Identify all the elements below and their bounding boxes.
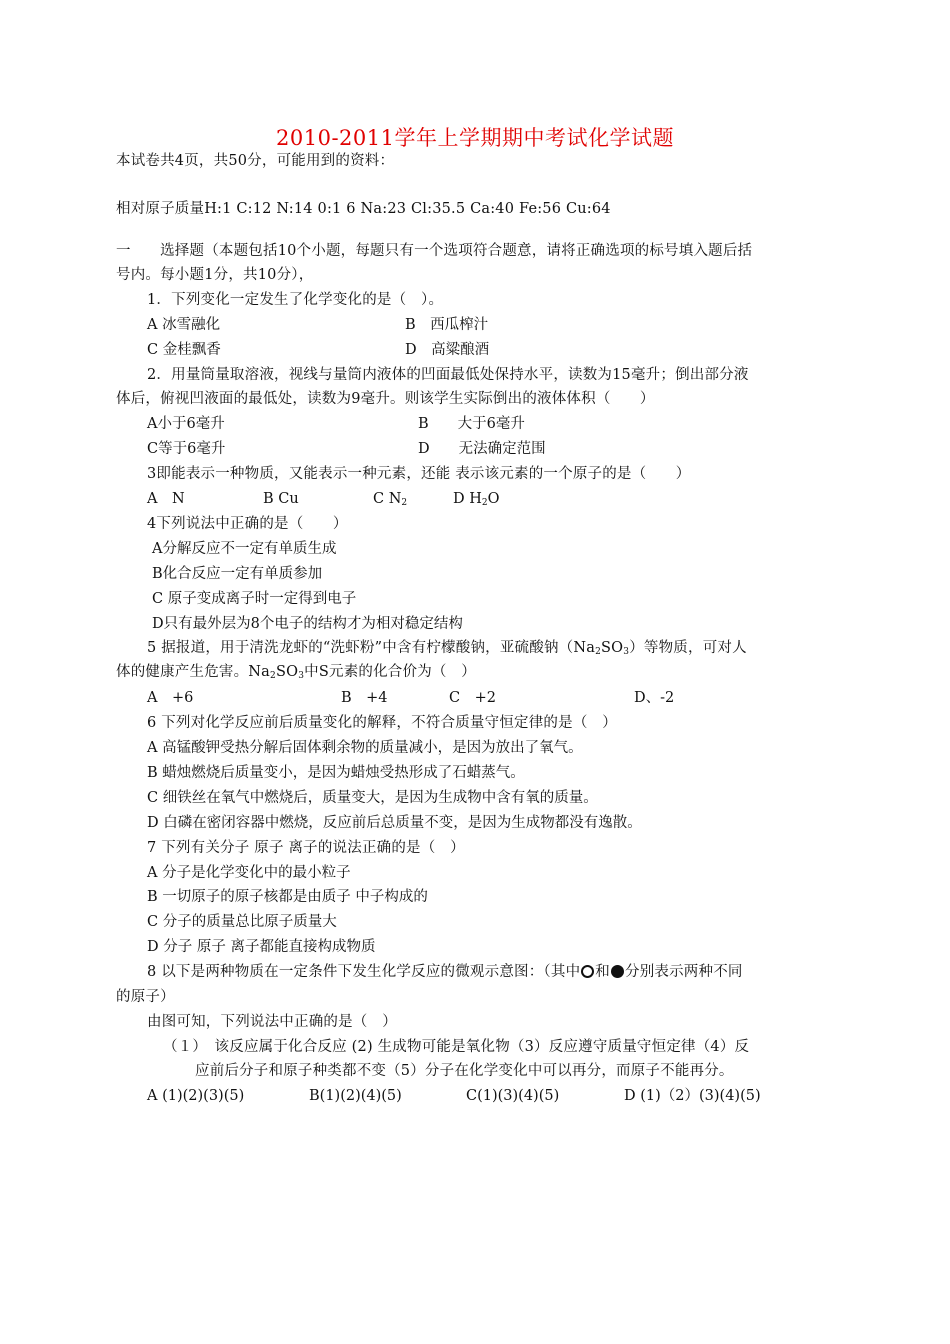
q3-option-c: C $N_2$ [373, 491, 408, 508]
q6-option-b: B 蜡烛燃烧后质量变小，是因为蜡烛受热形成了石蜡蒸气。 [147, 765, 525, 781]
q7-stem: 7 下列有关分子 原子 离子的说法正确的是（ ） [147, 840, 465, 856]
q4-option-b: B化合反应一定有单质参加 [152, 566, 323, 582]
q6-option-c: C 细铁丝在氧气中燃烧后，质量变大，是因为生成物中含有氧的质量。 [147, 790, 598, 806]
q5-option-c: C +2 [449, 690, 496, 706]
q7-option-d: D 分子 原子 离子都能直接构成物质 [147, 939, 376, 955]
q3-option-d: D $H_2O$ [453, 491, 500, 508]
q7-option-a: A 分子是化学变化中的最小粒子 [147, 865, 351, 881]
q5-option-b: B +4 [341, 690, 388, 706]
atomic-masses: 相对原子质量H:1 C:12 N:14 0:1 6 Na:23 Cl:35.5 Ca:40 Fe:56 Cu:64 [116, 201, 611, 217]
q1-option-b: B 西瓜榨汁 [405, 317, 489, 333]
q8-line3: 由图可知，下列说法中正确的是（ ） [147, 1014, 397, 1030]
q1-stem: 1．下列变化一定发生了化学变化的是（ ）。 [147, 292, 444, 308]
q8-option-b: B(1)(2)(4)(5) [309, 1088, 402, 1104]
page-title: 2010-2011学年上学期期中考试化学试题 [276, 126, 674, 150]
q1-option-d: D 高粱酿酒 [405, 342, 490, 358]
q8-line5: 应前后分子和原子种类都不变（5）分子在化学变化中可以再分，而原子不能再分。 [195, 1063, 734, 1079]
intro-text: 本试卷共4页，共50分，可能用到的资料： [116, 153, 395, 169]
q3-option-b: B Cu [263, 491, 299, 507]
q1-option-c: C 金桂飘香 [147, 342, 221, 358]
q2-line1: 2．用量筒量取溶液，视线与量筒内液体的凹面最低处保持水平，读数为15毫升；倒出部分液 [147, 367, 749, 383]
q8-option-c: C(1)(3)(4)(5) [466, 1088, 560, 1104]
q5-option-a: A +6 [147, 690, 194, 706]
q4-option-d: D只有最外层为8个电子的结构才为相对稳定结构 [152, 616, 463, 632]
q5-option-d: D、-2 [634, 690, 675, 706]
section-heading-line1: 一 选择题（本题包括10个小题，每题只有一个选项符合题意，请将正确选项的标号填入题后括 [116, 243, 753, 259]
q8-option-a: A (1)(2)(3)(5) [147, 1088, 245, 1104]
q2-option-c: C等于6毫升 [147, 441, 226, 457]
q2-option-a: A小于6毫升 [147, 416, 225, 432]
q6-option-d: D 白磷在密闭容器中燃烧，反应前后总质量不变，是因为生成物都没有逸散。 [147, 815, 642, 831]
q2-option-d: D 无法确定范围 [418, 441, 546, 457]
q8-line2: 的原子） [116, 989, 175, 1005]
q5-line1: 5 据报道，用于清洗龙虾的“洗虾粉”中含有柠檬酸钠，亚硫酸钠$(Na_2SO_3)$等物质，可对人 [147, 640, 747, 657]
q7-option-b: B 一切原子的原子核都是由质子 中子构成的 [147, 889, 428, 905]
q2-option-b: B 大于6毫升 [418, 416, 525, 432]
q8-line1: 8 以下是两种物质在一定条件下发生化学反应的微观示意图：（其中 和 分别表示两种不同 [147, 964, 743, 980]
q6-stem: 6 下列对化学反应前后质量变化的解释，不符合质量守恒定律的是（ ） [147, 715, 617, 731]
q1-option-a: A 冰雪融化 [147, 317, 221, 333]
filled-circle-icon [611, 965, 624, 978]
q2-line2: 体后，俯视凹液面的最低处，读数为9毫升。则该学生实际倒出的液体体积（ ） [116, 391, 655, 407]
q3-option-a: A N [147, 491, 185, 507]
q7-option-c: C 分子的质量总比原子质量大 [147, 914, 337, 930]
q5-line2: 体的健康产生危害。$Na_2SO_3$中S元素的化合价为（ ） [116, 664, 476, 681]
q4-option-a: A分解反应不一定有单质生成 [152, 541, 337, 557]
q4-option-c: C 原子变成离子时一定得到电子 [152, 591, 357, 607]
open-circle-icon [581, 965, 594, 978]
q8-option-d: D (1)（2）(3)(4)(5) [624, 1088, 761, 1104]
q6-option-a: A 高锰酸钾受热分解后固体剩余物的质量减小，是因为放出了氧气。 [147, 740, 583, 756]
q3-stem: 3即能表示一种物质，又能表示一种元素，还能 表示该元素的一个原子的是（ ） [147, 466, 691, 482]
q8-line4: （１） 该反应属于化合反应 (2) 生成物可能是氧化物（3）反应遵守质量守恒定律（4）反 [163, 1039, 750, 1055]
section-heading-line2: 号内。每小题1分，共10分）， [116, 267, 314, 283]
q4-stem: 4下列说法中正确的是（ ） [147, 516, 348, 532]
